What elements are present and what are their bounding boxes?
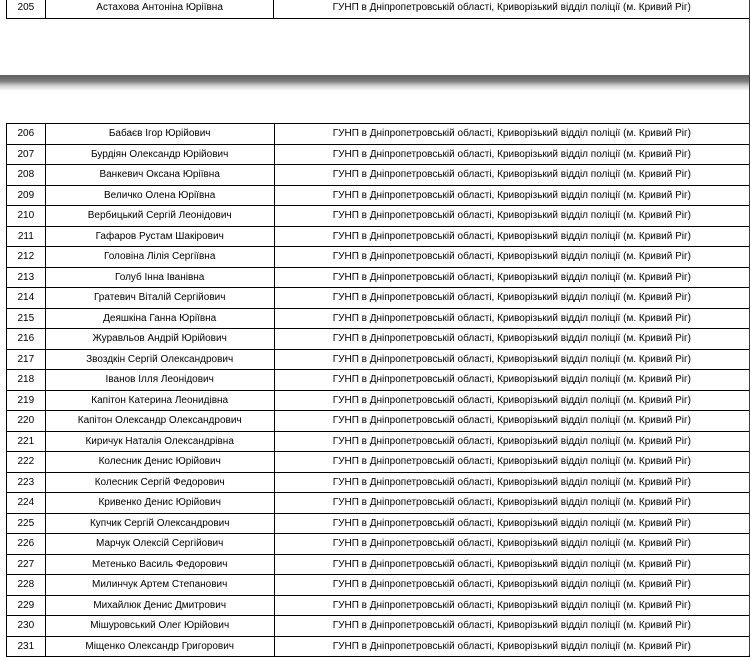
table-row [7,636,750,657]
person-name: Михайлюк Денис Дмитрович [45,595,274,616]
department: ГУНП в Дніпропетровській області, Криворізький відділ поліції (м. Кривий Ріг) [274,185,749,206]
row-number: 212 [7,247,46,268]
department: ГУНП в Дніпропетровській області, Криворізький відділ поліції (м. Кривий Ріг) [274,575,749,596]
table-row [7,513,750,534]
department: ГУНП в Дніпропетровській області, Криворізький відділ поліції (м. Кривий Ріг) [274,144,749,165]
person-name: Кривенко Денис Юрійович [45,493,274,514]
table-body [7,124,750,657]
person-name: Гратевич Віталій Сергійович [45,288,274,309]
row-number: 228 [7,575,46,596]
table-row [7,165,750,186]
person-name: Іванов Ілля Леонідович [45,370,274,391]
table-row [7,329,750,350]
person-name: Журавльов Андрій Юрійович [45,329,274,350]
row-number: 214 [7,288,46,309]
row-number: 208 [7,165,46,186]
table-row [7,206,750,227]
person-name: Головіна Лілія Сергіївна [45,247,274,268]
row-number: 215 [7,308,46,329]
row-number: 225 [7,513,46,534]
department: ГУНП в Дніпропетровській області, Криворізький відділ поліції (м. Кривий Ріг) [274,329,749,350]
table-row [7,185,750,206]
department: ГУНП в Дніпропетровській області, Криворізький відділ поліції (м. Кривий Ріг) [274,390,749,411]
table-row [7,554,750,575]
page-current [0,90,750,655]
row-number: 206 [7,124,46,145]
table-row [7,0,750,18]
person-name: Марчук Олексій Сергійович [45,534,274,555]
person-name: Мішуровський Олег Юрійович [45,616,274,637]
department: ГУНП в Дніпропетровській області, Криворізький відділ поліції (м. Кривий Ріг) [274,493,749,514]
table-row [7,370,750,391]
department: ГУНП в Дніпропетровській області, Криворізький відділ поліції (м. Кривий Ріг) [274,411,749,432]
department: ГУНП в Дніпропетровській області, Криворізький відділ поліції (м. Кривий Ріг) [274,124,749,145]
department: ГУНП в Дніпропетровській області, Криворізький відділ поліції (м. Кривий Ріг) [274,267,749,288]
department: ГУНП в Дніпропетровській області, Криворізький відділ поліції (м. Кривий Ріг) [274,513,749,534]
table-row [7,288,750,309]
table-previous-page [6,0,750,19]
row-number: 220 [7,411,46,432]
department: ГУНП в Дніпропетровській області, Криворізький відділ поліції (м. Кривий Ріг) [274,534,749,555]
table-row [7,595,750,616]
personnel-table [6,123,750,657]
department: ГУНП в Дніпропетровській області, Криворізький відділ поліції (м. Кривий Ріг) [274,165,749,186]
row-number: 219 [7,390,46,411]
table-row [7,226,750,247]
row-number: 205 [7,0,46,18]
table-row [7,390,750,411]
row-number: 227 [7,554,46,575]
department: ГУНП в Дніпропетровській області, Криворізький відділ поліції (м. Кривий Ріг) [274,206,749,227]
table-row [7,247,750,268]
row-number: 217 [7,349,46,370]
person-name: Бурдіян Олександр Юрійович [45,144,274,165]
row-number: 226 [7,534,46,555]
row-number: 207 [7,144,46,165]
department: ГУНП в Дніпропетровській області, Криворізький відділ поліції (м. Кривий Ріг) [274,636,749,657]
person-name: Величко Олена Юріївна [45,185,274,206]
page-previous [0,0,750,75]
person-name: Гафаров Рустам Шакірович [45,226,274,247]
person-name: Звоздкін Сергій Олександрович [45,349,274,370]
table-body [7,0,750,18]
row-number: 209 [7,185,46,206]
table-row [7,431,750,452]
table-row [7,267,750,288]
person-name: Вербицький Сергій Леонідович [45,206,274,227]
person-name: Бабаєв Ігор Юрійович [45,124,274,145]
department: ГУНП в Дніпропетровській області, Криворізький відділ поліції (м. Кривий Ріг) [274,247,749,268]
person-name: Ванкевич Оксана Юріївна [45,165,274,186]
department: ГУНП в Дніпропетровській області, Криворізький відділ поліції (м. Кривий Ріг) [274,616,749,637]
person-name: Міщенко Олександр Григорович [45,636,274,657]
person-name: Киричук Наталія Олександрівна [45,431,274,452]
row-number: 230 [7,616,46,637]
row-number: 231 [7,636,46,657]
table-row [7,124,750,145]
person-name: Голуб Інна Іванівна [45,267,274,288]
department: ГУНП в Дніпропетровській області, Криворізький відділ поліції (м. Кривий Ріг) [274,308,749,329]
department: ГУНП в Дніпропетровській області, Криворізький відділ поліції (м. Кривий Ріг) [274,452,749,473]
department: ГУНП в Дніпропетровській області, Криворізький відділ поліції (м. Кривий Ріг) [274,595,749,616]
table-row [7,472,750,493]
table-row [7,308,750,329]
row-number: 211 [7,226,46,247]
person-name: Купчик Сергій Олександрович [45,513,274,534]
department: ГУНП в Дніпропетровській області, Криворізький відділ поліції (м. Кривий Ріг) [274,472,749,493]
table-row [7,452,750,473]
table-row [7,493,750,514]
row-number: 223 [7,472,46,493]
table-row [7,575,750,596]
department: ГУНП в Дніпропетровській області, Криворізький відділ поліції (м. Кривий Ріг) [274,349,749,370]
row-number: 222 [7,452,46,473]
table-row [7,534,750,555]
person-name: Колесник Денис Юрійович [45,452,274,473]
department: ГУНП в Дніпропетровській області, Криворізький відділ поліції (м. Кривий Ріг) [274,288,749,309]
row-number: 221 [7,431,46,452]
table-row [7,144,750,165]
person-name: Милинчук Артем Степанович [45,575,274,596]
table-row [7,411,750,432]
person-name: Астахова Антоніна Юріївна [45,0,274,18]
person-name: Капітон Катерина Леонидівна [45,390,274,411]
department: ГУНП в Дніпропетровській області, Криворізький відділ поліції (м. Кривий Ріг) [274,370,749,391]
page-break [0,75,750,90]
row-number: 210 [7,206,46,227]
person-name: Колесник Сергій Федорович [45,472,274,493]
department: ГУНП в Дніпропетровській області, Криворізький відділ поліції (м. Кривий Ріг) [274,554,749,575]
row-number: 218 [7,370,46,391]
department: ГУНП в Дніпропетровській області, Криворізький відділ поліції (м. Кривий Ріг) [274,431,749,452]
row-number: 224 [7,493,46,514]
row-number: 229 [7,595,46,616]
person-name: Деяшкіна Ганна Юріївна [45,308,274,329]
table-row [7,616,750,637]
person-name: Метенько Василь Федорович [45,554,274,575]
person-name: Капітон Олександр Олександрович [45,411,274,432]
department: ГУНП в Дніпропетровській області, Криворізький відділ поліції (м. Кривий Ріг) [274,226,749,247]
table-row [7,349,750,370]
row-number: 216 [7,329,46,350]
department: ГУНП в Дніпропетровській області, Криворізький відділ поліції (м. Кривий Ріг) [274,0,750,18]
row-number: 213 [7,267,46,288]
